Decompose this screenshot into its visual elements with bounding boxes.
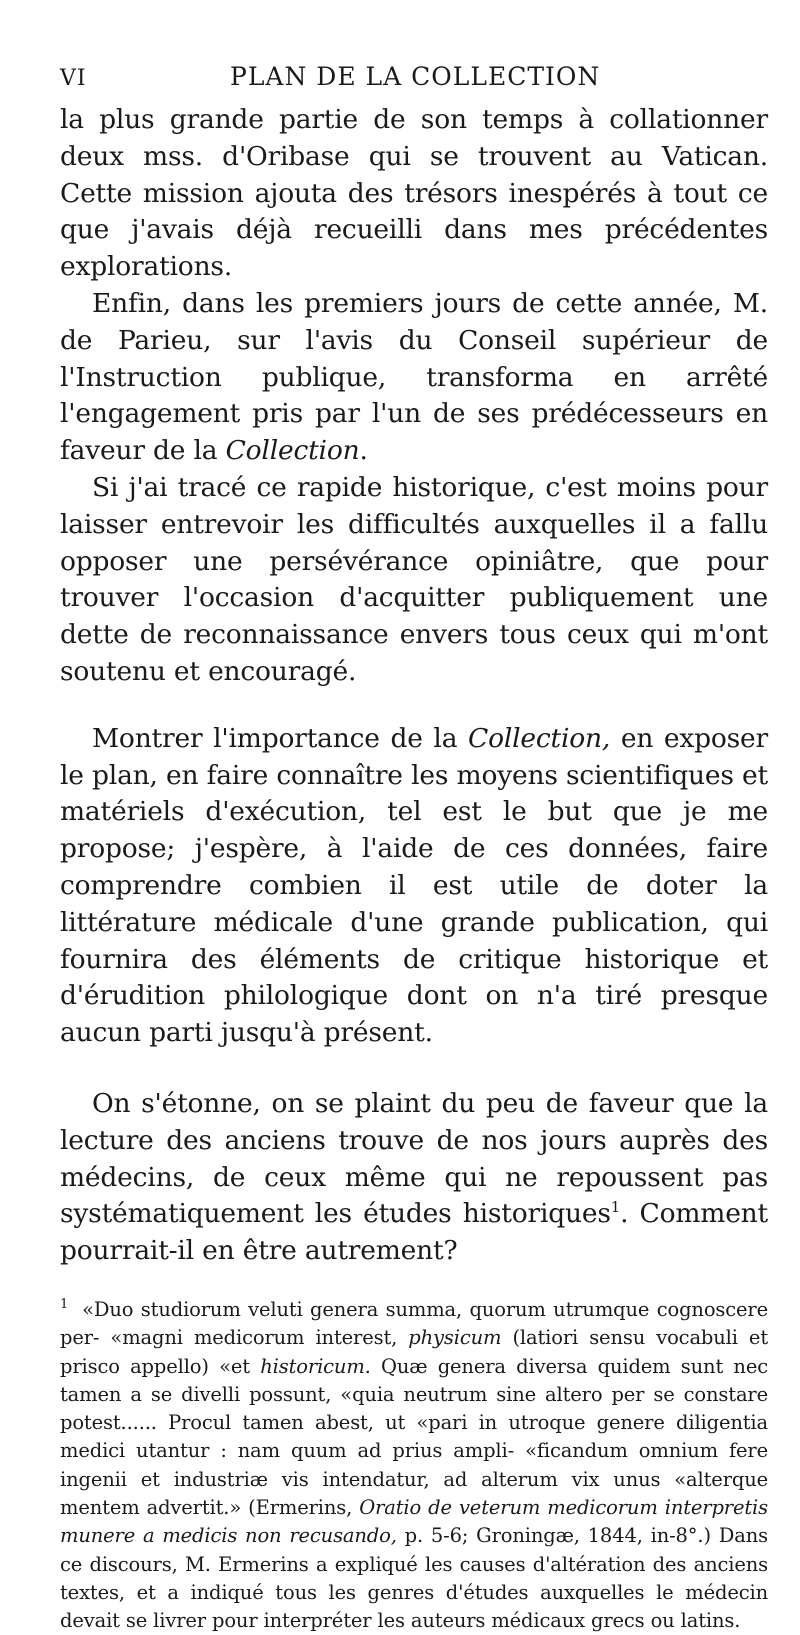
footnote-italic-1: physicum — [408, 1326, 502, 1350]
paragraph-2 — [60, 286, 768, 470]
paragraph-4-italic: Collection, — [468, 722, 611, 754]
paragraph-2-text-a: Enfin, dans les premiers jours de cette année, M. de Parieu, sur l'avis du Conseil supérieur de l'Instruction publique, transforma en arrêté l'engagement pris par l'un de ses prédécesseurs en faveur de la — [60, 287, 768, 467]
paragraph-4 — [60, 721, 768, 1052]
footnote-text-1: «Duo studiorum veluti genera summa, quorum utrumque cognoscere per- «magni medicorum interest, — [60, 1297, 768, 1350]
paragraph-4-text-b: en exposer le plan, en faire connaître les moyens scientifiques et matériels d'exécution, tel est le but que je me propose; j'espère, à l'aide de ces données, faire comprendre combien il est utile de doter la littérature médicale d'une grande publication, qui fournira des éléments de critique historique et d'érudition philologique dont on n'a tiré presque aucun parti jusqu'à présent. — [60, 722, 768, 1049]
footnote-text — [60, 1296, 768, 1635]
footnote-mark: 1 — [60, 1297, 69, 1313]
footnote-italic-3: Oratio de veterum medicorum interpretis munere a medicis non recusando, — [60, 1495, 769, 1548]
footnote-italic-2: historicum. — [260, 1354, 371, 1378]
paragraph-1: la plus grande partie de son temps à collationner deux mss. d'Oribase qui se trouvent au Vatican. Cette mission ajouta des trésors inespérés à tout ce que j'avais déjà recueilli dans mes précédentes explorations. — [60, 104, 768, 283]
main-text — [60, 102, 768, 1270]
footnote-text-2: (latiori sensu vocabuli et prisco appello) «et — [60, 1326, 769, 1378]
paragraph-4-text-a: Montrer l'importance de la — [92, 722, 469, 754]
page-number: VI — [60, 66, 87, 91]
running-title: PLAN DE LA COLLECTION — [230, 62, 601, 91]
page-header — [60, 62, 768, 102]
footnote-text-3: Quæ genera diversa quidem sunt nec tamen a se divelli possunt, «quia neutrum sine altero per se constare potest...... Procul tamen abest, ut «pari in utroque genere diligentia medici utantur : nam quum ad prius ampli- «ficandum omnium fere ingenii et industriæ vis intendatur, ad alterum vix unus «alterque mentem advertit.» (Ermerins, — [60, 1354, 768, 1519]
paragraph-5-text-a: On s'étonne, on se plaint du peu de faveur que la lecture des anciens trouve de nos jours auprès des médecins, de ceux même qui ne repoussent pas systématiquement les études historiques — [60, 1087, 768, 1230]
footnote-reference[interactable]: 1 — [610, 1198, 621, 1217]
paragraph-2-italic: Collection — [225, 435, 360, 467]
footnote — [60, 1296, 768, 1635]
paragraph-5 — [60, 1086, 768, 1270]
paragraph-3: Si j'ai tracé ce rapide historique, c'est moins pour laisser entrevoir les difficultés auxquelles il a fallu opposer une persévérance opiniâtre, que pour trouver l'occasion d'acquitter publiquement une dette de reconnaissance envers tous ceux qui m'ont soutenu et encouragé. — [60, 471, 768, 687]
paragraph-5-text-b: . Comment pourrait-il en être autrement? — [60, 1198, 769, 1267]
paragraph-2-text-b: . — [359, 435, 368, 467]
footnote-text-4: p. 5-6; Groningæ, 1844, in-8°.) Dans ce discours, M. Ermerins a expliqué les causes d'altération des anciens textes, et a indiqué tous les genres d'études auxquelles le médecin devait se livrer pour interpréter les auteurs médicaux grecs ou latins. — [60, 1524, 769, 1633]
